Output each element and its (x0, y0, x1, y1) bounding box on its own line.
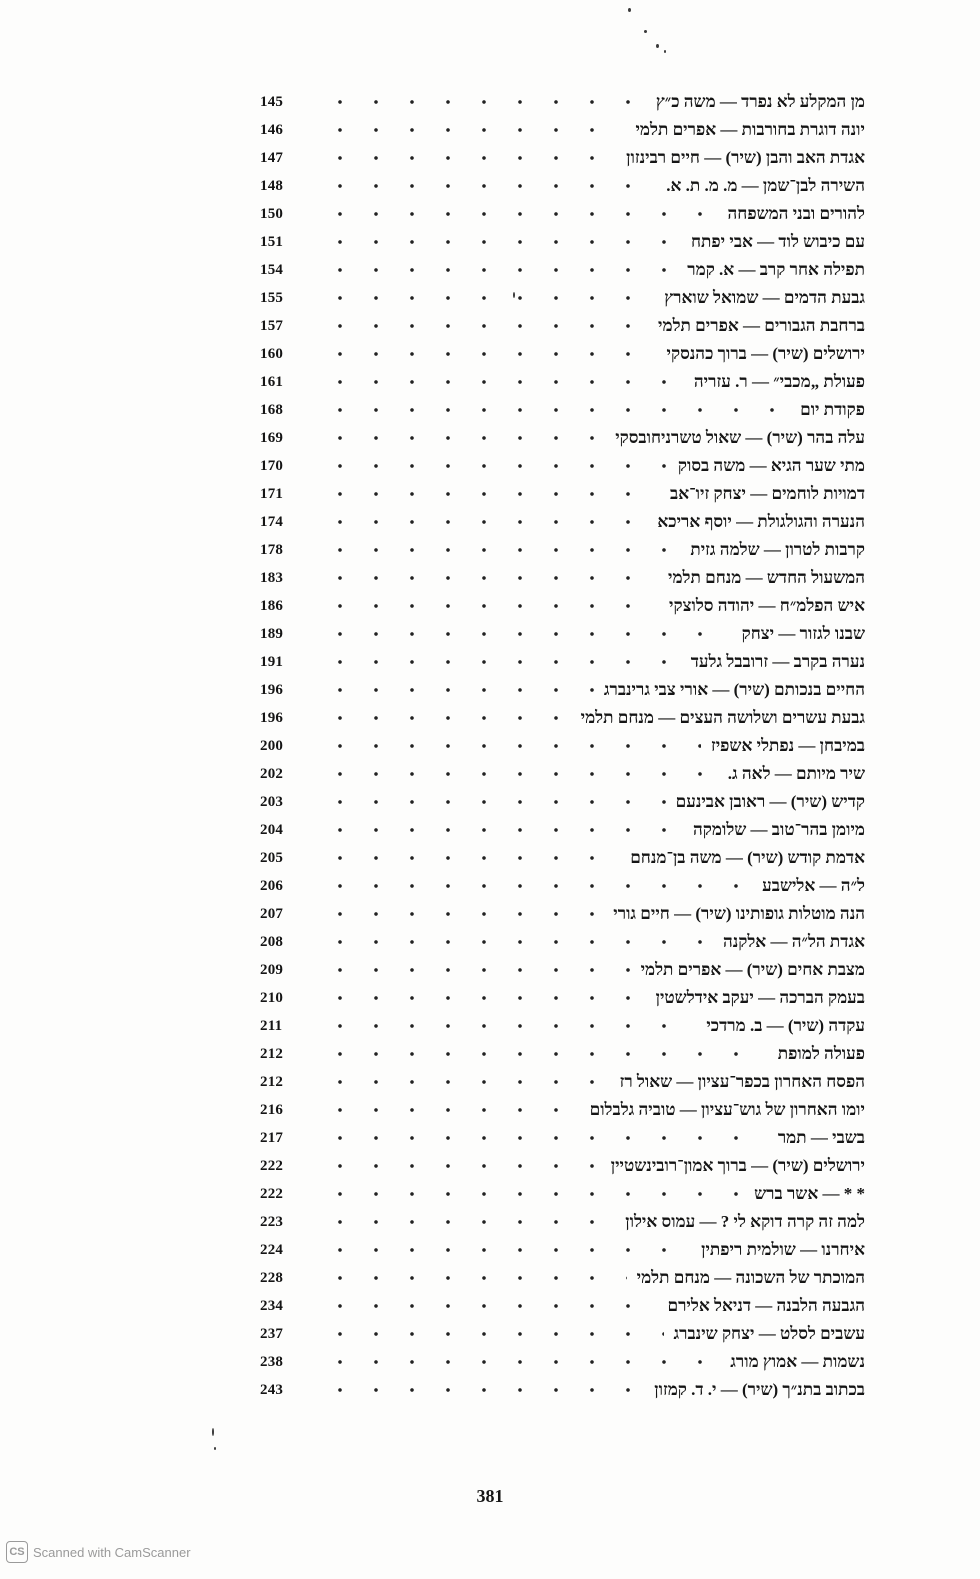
scanner-watermark (6, 1541, 191, 1563)
toc-entry-title: פעולת „מכבי״ — ר. עזריה (693, 372, 865, 391)
toc-entry-title: נערה בקרב — זרובבל גלעד (690, 652, 865, 671)
toc-row (260, 1292, 865, 1320)
toc-entry-title: יומו האחרון של גוש־עציון — טוביה גלבלום (589, 1100, 865, 1119)
toc-entry-title: למה זה קרה דוקא לי ? — עמוס אילון (625, 1212, 865, 1231)
dot-leader (322, 883, 752, 889)
toc-entry-title: השירה לבן־שמן — מ. מ. ת. א. (666, 176, 865, 195)
dot-leader (322, 1303, 657, 1309)
toc-entry-title: שבנו לגזור — יצחק (741, 624, 865, 643)
dot-leader (322, 295, 654, 301)
toc-row (260, 480, 865, 508)
toc-entry-title: עשבים לסלט — יצחק שינברג (673, 1324, 865, 1343)
dot-leader (322, 1023, 696, 1029)
watermark-text: Scanned with CamScanner (33, 1544, 191, 1560)
toc-entry-title: תפילה אחר קרב — א. קמר (687, 260, 865, 279)
toc-row (260, 620, 865, 648)
dot-leader (322, 967, 631, 973)
toc-row (260, 1124, 865, 1152)
dot-leader (322, 799, 666, 805)
toc-entry-title: מצבת אחים (שיר) — אפרים תלמי (640, 960, 865, 979)
toc-row (260, 1264, 865, 1292)
dot-leader (322, 771, 718, 777)
toc-row (260, 1320, 865, 1348)
toc-entry-title: מתי שער הגיא — משה בסוק (677, 456, 865, 475)
toc-entry-title: אגדת האב והבן (שיר) — חיים רבינזון (626, 148, 865, 167)
toc-page-number: 146 (260, 121, 284, 138)
toc-row (260, 284, 865, 312)
dot-leader (322, 1135, 768, 1141)
toc-row (260, 1152, 865, 1180)
dot-leader (322, 1247, 691, 1253)
table-of-contents (260, 88, 865, 1404)
dot-leader (322, 463, 668, 469)
toc-page-number: 216 (260, 1101, 284, 1118)
toc-page-number: 168 (260, 401, 284, 418)
toc-row (260, 508, 865, 536)
toc-row (260, 396, 865, 424)
toc-row (260, 1068, 865, 1096)
toc-entry-title: הפסח האחרון בכפר־עציון — שאול רז (619, 1072, 865, 1091)
dot-leader (322, 267, 677, 273)
toc-row (260, 592, 865, 620)
toc-entry-title: גבעת עשרים ושלושה העצים — מנחם תלמי (580, 708, 865, 727)
dot-leader (322, 659, 681, 665)
toc-entry-title: עלה בהר (שיר) — שאול טשרניחובסקי (615, 428, 865, 447)
toc-row (260, 144, 865, 172)
toc-entry-title: בכתוב בתנ״ך (שיר) — י. ד. קמזון (654, 1380, 865, 1399)
toc-entry-title: איחרנו — שולמית ריפתין (701, 1240, 865, 1259)
dot-leader (322, 239, 681, 245)
toc-row (260, 732, 865, 760)
toc-entry-title: בעמק הברכה — יעקב אידלשטין (655, 988, 865, 1007)
toc-row (260, 676, 865, 704)
toc-row (260, 564, 865, 592)
toc-row (260, 1348, 865, 1376)
toc-page-number: 150 (260, 205, 284, 222)
dot-leader (322, 211, 717, 217)
dot-leader (322, 1051, 768, 1057)
dot-leader (322, 1387, 644, 1393)
toc-row (260, 1180, 865, 1208)
toc-entry-title: דמויות לוחמים — יצחק זיו־אב (670, 484, 865, 503)
toc-row (260, 816, 865, 844)
camscanner-logo-icon: CS (6, 1541, 28, 1563)
dot-leader (322, 407, 790, 413)
toc-page-number: 196 (260, 709, 284, 726)
toc-entry-title: מן המקלע לא נפרד — משה כ״ץ (655, 92, 865, 111)
toc-page-number: 186 (260, 597, 284, 614)
toc-entry-title: יונה דוגרת בחורבות — אפרים תלמי (635, 120, 865, 139)
toc-page-number: 169 (260, 429, 284, 446)
toc-entry-title: אדמת קודש (שיר) — משה בן־מנחם (630, 848, 865, 867)
toc-entry-title: עם כיבוש לוד — אבי יפתח (690, 232, 865, 251)
dot-leader (322, 379, 684, 385)
toc-row (260, 984, 865, 1012)
toc-page-number: 222 (260, 1157, 284, 1174)
dot-leader (322, 183, 656, 189)
toc-row (260, 1012, 865, 1040)
toc-entry-title: הגבעה הלבנה — דניאל אלירם (667, 1296, 865, 1315)
toc-row (260, 424, 865, 452)
toc-page-number: 161 (260, 373, 284, 390)
toc-row (260, 1208, 865, 1236)
dot-leader (322, 1079, 610, 1085)
toc-page-number: 212 (260, 1045, 284, 1062)
toc-entry-title: ל״ה — אלישבע (762, 876, 865, 895)
toc-entry-title: ברחבת הגבורים — אפרים תלמי (658, 316, 865, 335)
toc-entry-title: נשמות — אמוץ מורג (730, 1352, 865, 1371)
toc-entry-title: עקדה (שיר) — ב. מרדכי (706, 1016, 865, 1035)
toc-row (260, 1376, 865, 1404)
toc-page-number: 223 (260, 1213, 284, 1230)
dot-leader (322, 939, 713, 945)
scan-speck (656, 44, 659, 48)
toc-row (260, 844, 865, 872)
dot-leader (322, 547, 680, 553)
toc-entry-title: קרבות לטרון — שלמה גזית (690, 540, 865, 559)
dot-leader (322, 351, 657, 357)
toc-page-number: 189 (260, 625, 284, 642)
scan-speck (212, 1428, 214, 1436)
toc-row (260, 200, 865, 228)
toc-page-number: 217 (260, 1129, 284, 1146)
toc-row (260, 536, 865, 564)
toc-page-number: 205 (260, 849, 284, 866)
toc-row (260, 368, 865, 396)
dot-leader (322, 127, 625, 133)
scan-speck (644, 30, 647, 33)
toc-entry-title: ירושלים (שיר) — ברוך כהנסקי (666, 344, 865, 363)
toc-page-number: 224 (260, 1241, 284, 1258)
toc-page-number: 170 (260, 457, 284, 474)
dot-leader (322, 1191, 744, 1197)
toc-page-number: 204 (260, 821, 284, 838)
toc-page-number: 183 (260, 569, 284, 586)
toc-page-number: 209 (260, 961, 284, 978)
toc-page-number: 160 (260, 345, 284, 362)
toc-row (260, 228, 865, 256)
toc-row (260, 312, 865, 340)
toc-entry-title: החיים בנכותם (שיר) — אורי צבי גרינברג (603, 680, 865, 699)
dot-leader (322, 1331, 664, 1337)
toc-page-number: 191 (260, 653, 284, 670)
toc-row (260, 1236, 865, 1264)
scan-speck (664, 50, 666, 53)
toc-row (260, 88, 865, 116)
toc-page-number: 208 (260, 933, 284, 950)
dot-leader (322, 99, 646, 105)
toc-page-number: 206 (260, 877, 284, 894)
dot-leader (322, 743, 701, 749)
toc-page-number: 222 (260, 1185, 284, 1202)
dot-leader (322, 435, 605, 441)
page-number: 381 (476, 1486, 504, 1506)
dot-leader (322, 911, 603, 917)
dot-leader (322, 155, 616, 161)
toc-page-number: 207 (260, 905, 284, 922)
toc-row (260, 760, 865, 788)
toc-page-number: 234 (260, 1297, 284, 1314)
toc-entry-title: המשעול החדש — מנחם תלמי (668, 568, 865, 587)
toc-page-number: 228 (260, 1269, 284, 1286)
toc-entry-title: פקודת יום (800, 400, 865, 419)
toc-page-number: 178 (260, 541, 284, 558)
toc-entry-title: להורים ובני המשפחה (727, 204, 865, 223)
toc-page-number: 210 (260, 989, 284, 1006)
toc-page-number: 148 (260, 177, 284, 194)
toc-entry-title: הנה מוטלות גופותינו (שיר) — חיים גורי (613, 904, 865, 923)
toc-row (260, 452, 865, 480)
toc-page-number: 157 (260, 317, 284, 334)
toc-row (260, 928, 865, 956)
toc-row (260, 340, 865, 368)
toc-entry-title: הנערה והגולגולת — יוסף אריכא (657, 512, 865, 531)
toc-entry-title: פעולה למופת (777, 1044, 865, 1063)
dot-leader (322, 1275, 627, 1281)
dot-leader (322, 1163, 601, 1169)
toc-row (260, 648, 865, 676)
dot-leader (322, 827, 683, 833)
toc-entry-title: במיבחן — נפתלי אשפיז (710, 736, 865, 755)
toc-entry-title: המוכתר של השכונה — מנחם תלמי (636, 1268, 865, 1287)
toc-entry-title: איש הפלמ״ח — יהודה סלוצקי (669, 596, 865, 615)
toc-entry-title: * * — אשר ברש (754, 1184, 865, 1203)
dot-leader (322, 855, 620, 861)
toc-page-number: 237 (260, 1325, 284, 1342)
toc-page-number: 202 (260, 765, 284, 782)
toc-page-number: 203 (260, 793, 284, 810)
toc-entry-title: שיר מיותם — לאה ג. (727, 764, 865, 783)
toc-page-number: 196 (260, 681, 284, 698)
toc-entry-title: בשבי — תמר (777, 1128, 865, 1147)
dot-leader (322, 575, 658, 581)
dot-leader (322, 323, 648, 329)
toc-page-number: 200 (260, 737, 284, 754)
toc-row (260, 1040, 865, 1068)
toc-entry-title: ירושלים (שיר) — ברוך אמון־רובינשטיין (610, 1156, 865, 1175)
dot-leader (322, 995, 646, 1001)
toc-page-number: 155 (260, 289, 284, 306)
dot-leader (322, 1219, 615, 1225)
toc-entry-title: מיומן בהר־טוב — שלומקה (693, 820, 865, 839)
toc-page-number: 171 (260, 485, 284, 502)
dot-leader (322, 1107, 580, 1113)
toc-page-number: 211 (260, 1017, 283, 1034)
toc-entry-title: קדיש (שיר) — ראובן אבינעם (675, 792, 865, 811)
toc-row (260, 704, 865, 732)
toc-page-number: 154 (260, 261, 284, 278)
dot-leader (322, 491, 660, 497)
dot-leader (322, 687, 594, 693)
toc-entry-title: אגדת הל״ה — אלקנה (722, 932, 865, 951)
scan-speck (214, 1447, 216, 1450)
toc-entry-title: גבעת הדמים — שמואל שוארץ (664, 288, 865, 307)
toc-page-number: 212 (260, 1073, 284, 1090)
scan-speck (628, 8, 631, 12)
toc-row (260, 872, 865, 900)
toc-page-number: 147 (260, 149, 284, 166)
toc-page-number: 238 (260, 1353, 284, 1370)
toc-page-number: 145 (260, 93, 284, 110)
toc-page-number: 174 (260, 513, 284, 530)
toc-row (260, 256, 865, 284)
toc-row (260, 900, 865, 928)
toc-page-number: 243 (260, 1381, 284, 1398)
toc-row (260, 172, 865, 200)
dot-leader (322, 715, 571, 721)
dot-leader (322, 603, 659, 609)
dot-leader (322, 631, 732, 637)
toc-page-number: 151 (260, 233, 284, 250)
dot-leader (322, 519, 647, 525)
toc-row (260, 116, 865, 144)
toc-row (260, 956, 865, 984)
toc-row (260, 788, 865, 816)
toc-row (260, 1096, 865, 1124)
dot-leader (322, 1359, 720, 1365)
